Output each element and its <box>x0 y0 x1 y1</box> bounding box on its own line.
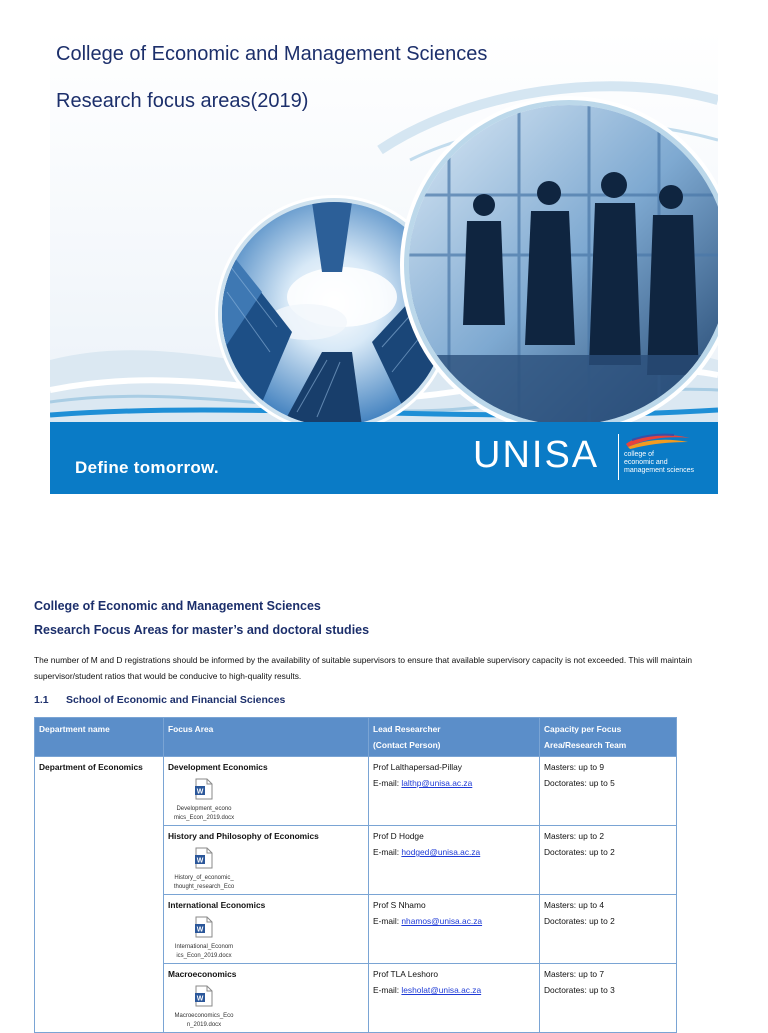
cover-banner <box>50 30 718 494</box>
header-capacity-line1: Capacity per Focus <box>544 724 622 734</box>
header-lead-researcher-line2: (Contact Person) <box>373 740 441 750</box>
svg-text:W: W <box>196 926 204 934</box>
cover-title: College of Economic and Management Sciences <box>56 43 488 65</box>
docx-attachment[interactable] <box>168 914 240 961</box>
researcher-name: Prof Lalthapersad-Pillay <box>373 762 462 772</box>
masters-capacity: Masters: up to 2 <box>544 831 605 841</box>
masters-capacity: Masters: up to 7 <box>544 969 605 979</box>
researcher-email-line <box>373 844 535 860</box>
focus-area-name: International Economics <box>168 900 266 910</box>
attachment-filename: mics_Econ_2019.docx <box>173 815 235 821</box>
office-silhouettes-photo <box>409 105 718 425</box>
header-capacity <box>540 718 677 757</box>
brand-subtitle-line: economic and <box>624 459 668 466</box>
doctorates-capacity: Doctorates: up to 3 <box>544 985 615 995</box>
college-heading: College of Economic and Management Sciences <box>34 599 321 613</box>
table-header-row <box>35 718 677 757</box>
attachment-filename: n_2019.docx <box>186 1022 222 1028</box>
svg-text:W: W <box>196 857 204 865</box>
masters-capacity: Masters: up to 9 <box>544 762 605 772</box>
header-lead-researcher <box>369 718 540 757</box>
tagline: Define tomorrow. <box>75 458 219 477</box>
focus-area-cell <box>164 826 369 895</box>
unisa-brand-name: UNISA <box>473 434 600 476</box>
email-label: E-mail: <box>373 985 402 995</box>
focus-area-cell <box>164 757 369 826</box>
section-number: 1.1 <box>34 694 49 706</box>
capacity-cell <box>540 757 677 826</box>
section-title: School of Economic and Financial Sciences <box>66 694 286 706</box>
department-cell: Department of Economics <box>35 757 164 1033</box>
researcher-name: Prof D Hodge <box>373 831 424 841</box>
researcher-email-line <box>373 982 535 998</box>
researcher-name: Prof TLA Leshoro <box>373 969 439 979</box>
focus-area-name: Macroeconomics <box>168 969 237 979</box>
researcher-email-link[interactable]: hodged@unisa.ac.za <box>401 847 481 857</box>
focus-areas-table <box>34 717 677 1033</box>
docx-attachment[interactable] <box>168 983 240 1030</box>
masters-capacity: Masters: up to 4 <box>544 900 605 910</box>
researcher-email-line <box>373 913 535 929</box>
focus-area-cell <box>164 964 369 1033</box>
capacity-cell <box>540 895 677 964</box>
researcher-email-line <box>373 775 535 791</box>
header-capacity-line2: Area/Research Team <box>544 740 627 750</box>
brand-subtitle-line: management sciences <box>624 467 695 474</box>
attachment-filename: Macroeconomics_Eco <box>174 1013 234 1019</box>
cover-subtitle: Research focus areas(2019) <box>56 90 309 112</box>
svg-text:W: W <box>196 788 204 796</box>
attachment-filename: thought_research_Eco <box>173 884 235 890</box>
researcher-email-link[interactable]: nhamos@unisa.ac.za <box>401 916 483 926</box>
focus-area-name: History and Philosophy of Economics <box>168 831 319 841</box>
brand-subtitle-line: college of <box>624 451 654 458</box>
word-document-icon <box>195 916 213 938</box>
attachment-filename: ics_Econ_2019.docx <box>176 953 232 959</box>
doctorates-capacity: Doctorates: up to 5 <box>544 778 615 788</box>
researcher-email-link[interactable]: lalthp@unisa.ac.za <box>401 778 473 788</box>
doctorates-capacity: Doctorates: up to 2 <box>544 847 615 857</box>
doctorates-capacity: Doctorates: up to 2 <box>544 916 615 926</box>
word-document-icon <box>195 778 213 800</box>
attachment-filename: International_Econom <box>174 944 234 950</box>
focus-area-cell <box>164 895 369 964</box>
lead-researcher-cell <box>369 895 540 964</box>
researcher-email-link[interactable]: lesholat@unisa.ac.za <box>401 985 482 995</box>
email-label: E-mail: <box>373 847 402 857</box>
attachment-filename: History_of_economic_ <box>174 875 234 881</box>
email-label: E-mail: <box>373 778 402 788</box>
unisa-logo-icon <box>624 432 694 450</box>
word-document-icon <box>195 847 213 869</box>
docx-attachment[interactable] <box>168 776 240 823</box>
docx-attachment[interactable] <box>168 845 240 892</box>
table-row <box>35 757 677 826</box>
capacity-cell <box>540 964 677 1033</box>
capacity-cell <box>540 826 677 895</box>
attachment-filename: Development_econo <box>176 806 232 812</box>
header-department: Department name <box>35 718 164 757</box>
email-label: E-mail: <box>373 916 402 926</box>
intro-paragraph: The number of M and D registrations should be informed by the availability of suitable supervisors to ensure that available supervisory capacity is not exceeded. This will maintain supervisor/student ratios that would be conducive to high-quality results. <box>34 655 693 681</box>
researcher-name: Prof S Nhamo <box>373 900 426 910</box>
header-lead-researcher-line1: Lead Researcher <box>373 724 441 734</box>
brand-divider <box>618 434 619 480</box>
lead-researcher-cell <box>369 826 540 895</box>
brand-subtitle <box>624 451 718 475</box>
focus-area-name: Development Economics <box>168 762 268 772</box>
lead-researcher-cell <box>369 964 540 1033</box>
header-focus-area: Focus Area <box>164 718 369 757</box>
focus-areas-heading: Research Focus Areas for master’s and doctoral studies <box>34 623 370 637</box>
lead-researcher-cell <box>369 757 540 826</box>
svg-text:W: W <box>196 995 204 1003</box>
word-document-icon <box>195 985 213 1007</box>
